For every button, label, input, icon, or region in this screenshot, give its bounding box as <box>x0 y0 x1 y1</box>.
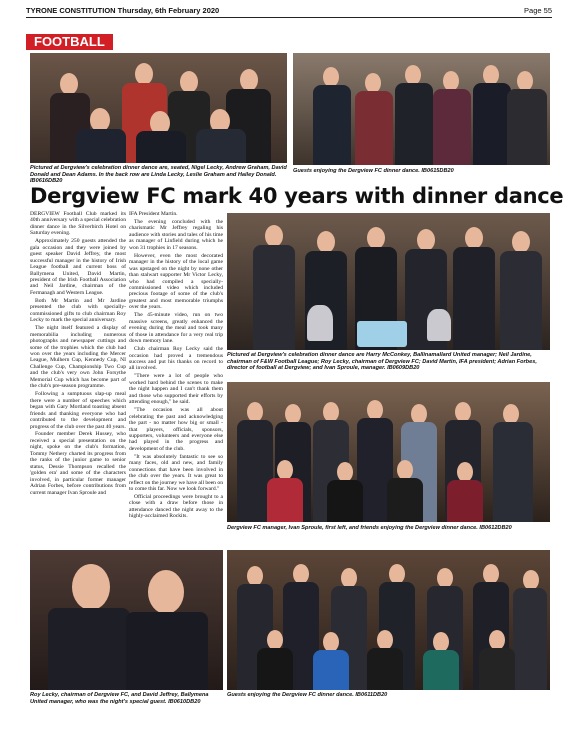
article-paragraph: Following a sumptuous slap-up meal there were a number of speeches which began with Gary Mortland toasting absent friends and thanking everyone who had contributed to the development and progress of the club over the past 40 years. <box>30 391 126 430</box>
article-paragraph: IFA President Martin. <box>129 211 178 217</box>
caption-guests-bottom: Guests enjoying the Dergview FC dinner dance. IB0611DB20 <box>227 692 388 698</box>
masthead-rule <box>26 17 552 18</box>
article-paragraph: Both Mr Martin and Mr Jardine presented the club with specially-commissioned gifts to club chairman Roy Lecky to mark the special anniversary. <box>30 297 126 324</box>
caption-top-right: Guests enjoying the Dergview FC dinner dance. IB0615DB20 <box>293 168 454 174</box>
article-paragraph: The evening concluded with the charismatic Mr Jeffrey regaling his audience with stories and tales of his time as manager of Linfield during which he won 31 trophies in 17 seasons. <box>129 218 223 251</box>
section-label: FOOTBALL <box>26 34 113 50</box>
photo-manager-friends <box>227 382 550 522</box>
article-paragraph: DERGVIEW Football Club marked its 40th anniversary with a special celebration dinner dance in the Silverbirch Hotel on Saturday evening. <box>30 211 126 237</box>
masthead-title: TYRONE CONSTITUTION Thursday, 6th February 2020 <box>26 6 220 15</box>
caption-officials: Pictured at Dergview's celebration dinner dance are Harry McConkey, Ballinamallard United manager; Neil Jardine, chairman of F&W Football League; Roy Lecky, chairman of Dergview FC; David Martin, IFA president; Adrian Forbes, director of football at Dergview; and Ivan Sproule, manager. IB0609DB20 <box>227 352 537 372</box>
article-paragraph: Founder member Derek Hussey, who received a special presentation on the night, spoke on the club's formation, Tommy Nethery charted its progress from the ranks of the junior game to senior status, Dessie Thompson recalled the 'golden era' and some of the characters involved, in particular former manager Adrian Forbes, before contributions from current manager Ivan Sproule and <box>30 431 126 496</box>
article-paragraph: "There were a lot of people who worked hard behind the scenes to make the night happen and I can't thank them and those who supported their efforts by attending enough," he said. <box>129 373 223 406</box>
article-column-2 <box>129 211 223 521</box>
photo-top-right <box>293 53 550 165</box>
article-paragraph: The night itself featured a display of memorabilia including numerous photographs and newspaper cuttings and some of the trophies which the club had won over the years including the Mercer League, Mulhern Cup, Kennedy Cup, NI Challenge Cup, Championship Two Cup and the club's very own John Forsythe Memorial Cup which has become part of the club's pre-season programme. <box>30 325 126 390</box>
article-column-1 <box>30 211 126 497</box>
article-paragraph: Approximately 250 guests attended the gala occasion and they were joined by guest speaker David Jeffrey, the most successful manager in the history of Irish League football and current boss of Ballymena United, David Martin, president of the Irish Football Association and Neil Jardine, chairman of the Fermanagh and Western League. <box>30 238 126 296</box>
article-paragraph: However, even the most decorated manager in the history of the local game was upstaged on the night by none other than stalwart supporter Mr Victor Lecky, who had compiled a specially-commissioned video which included precious footage of some of the club's greatest and most memorable triumphs over the years. <box>129 252 223 311</box>
headline: Dergview FC mark 40 years with dinner dance <box>30 184 564 208</box>
caption-manager-friends: Dergview FC manager, Ivan Sproule, first left, and friends enjoying the Dergview dinner dance. IB0612DB20 <box>227 525 512 531</box>
photo-guests-bottom <box>227 550 550 690</box>
photo-top-left <box>30 53 287 163</box>
article-paragraph: Official proceedings were brought to a close with a draw before those in attendance danced the night away to the highly-acclaimed Rockits. <box>129 494 223 520</box>
caption-chairman-guest: Roy Lecky, chairman of Dergview FC, and David Jeffrey, Ballymena United manager, who was the night's special guest. IB0610DB20 <box>30 692 209 705</box>
photo-officials-trophies <box>227 213 550 350</box>
article-paragraph: "It was absolutely fantastic to see so many faces, old and new, and family connections that have been involved in the club over the years. It was great to reflect on the journey we have all been on to come this far. Now we look forward." <box>129 453 223 493</box>
article-paragraph: The 45-minute video, run on two massive screens, greatly enhanced the evening during the meal and took many of those in attendance for a very real trip down memory lane. <box>129 312 223 345</box>
photo-chairman-guest <box>30 550 223 690</box>
article-paragraph: Club chairman Roy Lecky said the occasion had proved a tremendous success and put his thanks on record to all involved. <box>129 346 223 372</box>
caption-top-left: Pictured at Dergview's celebration dinner dance are, seated, Nigel Lecky, Andrew Graham, David Donald and Dean Adams. In the back row are Linda Lecky, Leslie Graham and Hailey Donald. IB0616DB20 <box>30 165 287 185</box>
page-number: Page 55 <box>524 6 552 15</box>
article-paragraph: "The occasion was all about celebrating the past and acknowledging the part - no matter how big or small - that players, officials, sponsors, supporters, volunteers and everyone else had played in the progress and development of the club. <box>129 407 223 452</box>
